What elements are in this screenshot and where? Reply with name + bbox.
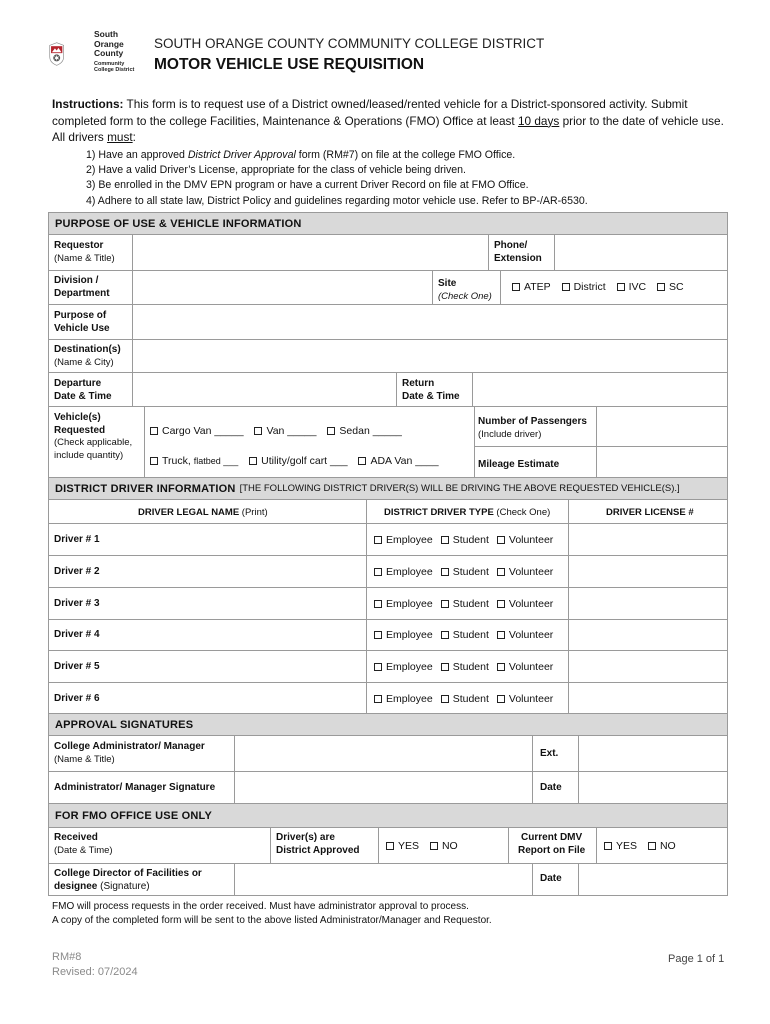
checkbox-icon [617,283,625,291]
driver-requirements: 1) Have an approved District Driver Approval form (RM#7) on file at the college FMO Office. 2) Have a valid Driver’s License, appropriate for the class of vehicle being driven. 3) Be enrolled in the DMV EPN program or have a current Driver Record on file at FMO Office. 4) Adhere to all state law, District Policy and guidelines regarding motor vehicle use. Refer to BP-/AR-6530. [86,149,588,207]
mileage-field[interactable] [597,447,727,478]
checkbox-icon [497,536,505,544]
admin-signature-label: Administrator/ Manager Signature [54,782,216,793]
site-option-sc[interactable]: SC [657,281,684,293]
checkbox-icon [254,427,262,435]
driver-type-row [374,598,561,610]
director-signature-field[interactable] [235,864,531,896]
college-district-logo-icon [48,26,88,82]
vehicle-option-cargo-van[interactable]: Cargo Van _____ [150,425,244,437]
driver-type-row [374,534,561,546]
site-option-district[interactable]: District [562,281,606,293]
checkbox-icon [249,457,257,465]
director-label: College Director of Facilities or designee (Signature) [54,868,202,892]
type-employee[interactable]: Employee [374,534,433,546]
type-student[interactable]: Student [441,598,489,610]
district-approved-label: Driver(s) are District Approved [276,832,360,856]
checkbox-icon [374,663,382,671]
division-department-field[interactable] [133,271,431,304]
checkbox-icon [497,600,505,608]
checkbox-icon [497,631,505,639]
site-option-atep[interactable]: ATEP [512,281,551,293]
phone-extension-label: Phone/ Extension [494,240,542,264]
checkbox-icon [497,695,505,703]
checkbox-icon [374,536,382,544]
type-employee[interactable]: Employee [374,566,433,578]
type-employee[interactable]: Employee [374,661,433,673]
dmv-yes[interactable]: YES [604,840,637,852]
driver-type-row [374,566,561,578]
destination-label: Destination(s) (Name & City) [54,344,121,368]
footer-notes: FMO will process requests in the order received. Must have administrator approval to process. A copy of the completed form will be sent to the above listed Administrator/Manager and Requestor. [52,901,492,926]
return-field[interactable] [473,373,727,406]
type-employee[interactable]: Employee [374,693,433,705]
checkbox-icon [604,842,612,850]
checkbox-icon [374,600,382,608]
logo-wordmark: South Orange County Community College District [94,29,135,73]
type-volunteer[interactable]: Volunteer [497,693,553,705]
table-row-label: Driver # 1 [54,534,100,545]
checkbox-icon [497,568,505,576]
fmo-date-label: Date [540,873,562,884]
driver-type-row [374,693,561,705]
checkbox-icon [657,283,665,291]
return-label: Return Date & Time [402,378,460,402]
type-student[interactable]: Student [441,534,489,546]
admin-label: College Administrator/ Manager (Name & Title) [54,741,205,765]
dmv-report-options [604,840,684,852]
type-volunteer[interactable]: Volunteer [497,566,553,578]
received-field[interactable] [150,828,269,863]
table-row-label: Driver # 4 [54,629,100,640]
vehicle-options-row2 [150,455,447,467]
vehicle-options-row1 [150,425,410,437]
type-student[interactable]: Student [441,629,489,641]
checkbox-icon [150,427,158,435]
checkbox-icon [512,283,520,291]
fmo-date-field[interactable] [579,864,727,896]
form-title: MOTOR VEHICLE USE REQUISITION [154,56,425,73]
requestor-field[interactable] [133,235,487,270]
mileage-label: Mileage Estimate [478,459,560,470]
checkbox-icon [327,427,335,435]
division-department-label: Division / Department [54,275,110,299]
checkbox-icon [441,663,449,671]
site-option-ivc[interactable]: IVC [617,281,647,293]
form-revision: RM#8 Revised: 07/2024 [52,951,138,978]
type-volunteer[interactable]: Volunteer [497,534,553,546]
checkbox-icon [441,568,449,576]
vehicle-option-ada-van[interactable]: ADA Van ____ [358,455,438,467]
section-fmo: FOR FMO OFFICE USE ONLY [48,803,728,828]
table-row-label: Driver # 5 [54,661,100,672]
col-driver-license: DRIVER LICENSE # [606,507,694,518]
vehicle-option-sedan[interactable]: Sedan _____ [327,425,401,437]
type-volunteer[interactable]: Volunteer [497,629,553,641]
table-row-label: Driver # 6 [54,693,100,704]
phone-extension-field[interactable] [555,235,727,270]
checkbox-icon [374,568,382,576]
site-label: Site (Check One) [438,278,492,302]
passengers-label: Number of Passengers (Include driver) [478,416,587,440]
checkbox-icon [358,457,366,465]
admin-field[interactable] [235,736,531,771]
approved-yes[interactable]: YES [386,840,419,852]
checkbox-icon [441,631,449,639]
checkbox-icon [562,283,570,291]
table-row-label: Driver # 2 [54,566,100,577]
dmv-no[interactable]: NO [648,840,676,852]
type-employee[interactable]: Employee [374,598,433,610]
type-student[interactable]: Student [441,693,489,705]
section-driver-info: DISTRICT DRIVER INFORMATION [THE FOLLOWING DISTRICT DRIVER(S) WILL BE DRIVING THE ABOVE REQUESTED VEHICLE(S).] [48,477,728,500]
checkbox-icon [374,631,382,639]
type-volunteer[interactable]: Volunteer [497,598,553,610]
checkbox-icon [386,842,394,850]
admin-signature-field[interactable] [235,772,531,804]
site-options [512,281,692,293]
checkbox-icon [497,663,505,671]
checkbox-icon [441,695,449,703]
district-approved-options [386,840,466,852]
instructions: Instructions: This form is to request use of a District owned/leased/rented vehicle for a District-sponsored activity. Submit completed form to the college Facilities, Maintenance & Operations (FMO) Office at least 10 days prior to the date of vehicle use. All drivers must: [52,97,724,144]
ext-field[interactable] [579,736,727,771]
page-number: Page 1 of 1 [668,953,725,965]
vehicle-option-truck[interactable]: Truck, flatbed ___ [150,455,238,467]
type-student[interactable]: Student [441,661,489,673]
col-driver-type: DISTRICT DRIVER TYPE (Check One) [384,507,551,518]
section-purpose: PURPOSE OF USE & VEHICLE INFORMATION [48,212,728,235]
checkbox-icon [441,600,449,608]
checkbox-icon [374,695,382,703]
approval-date-label: Date [540,782,562,793]
type-employee[interactable]: Employee [374,629,433,641]
driver-type-row [374,629,561,641]
dmv-report-label: Current DMV Report on File [518,832,586,856]
vehicles-label: Vehicle(s) Requested (Check applicable, include quantity) [54,412,133,461]
checkbox-icon [648,842,656,850]
checkbox-icon [441,536,449,544]
table-row-label: Driver # 3 [54,598,100,609]
departure-label: Departure Date & Time [54,378,112,402]
purpose-field[interactable] [133,305,727,339]
destination-field[interactable] [133,340,727,372]
departure-field[interactable] [133,373,395,406]
checkbox-icon [430,842,438,850]
vehicle-option-utility-cart[interactable]: Utility/golf cart ___ [249,455,347,467]
district-name: SOUTH ORANGE COUNTY COMMUNITY COLLEGE DISTRICT [154,36,545,51]
type-volunteer[interactable]: Volunteer [497,661,553,673]
purpose-label: Purpose of Vehicle Use [54,310,110,334]
type-student[interactable]: Student [441,566,489,578]
received-label: Received (Date & Time) [54,832,113,856]
col-driver-name: DRIVER LEGAL NAME (Print) [138,507,268,518]
vehicle-option-van[interactable]: Van _____ [254,425,316,437]
section-approval: APPROVAL SIGNATURES [48,713,728,736]
checkbox-icon [150,457,158,465]
requestor-label: Requestor (Name & Title) [54,240,115,264]
ext-label: Ext. [540,748,559,759]
approved-no[interactable]: NO [430,840,458,852]
approval-date-field[interactable] [579,772,727,804]
passengers-field[interactable] [597,407,727,446]
driver-type-row [374,661,561,673]
